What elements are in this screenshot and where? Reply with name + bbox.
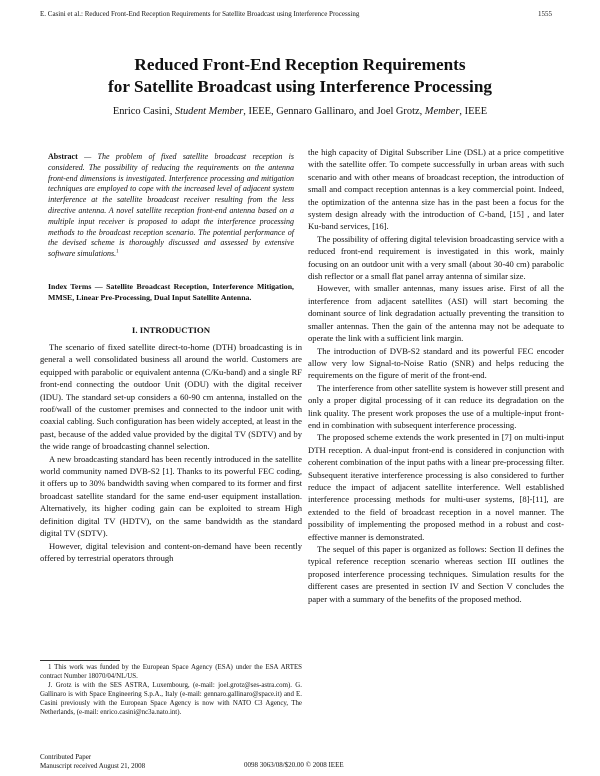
paragraph: The introduction of DVB-S2 standard and its powerful FEC encoder allow very low Signal-to-Noise Ratio (SNR) and helps reducing the requirements on the figure of merit of the front-end. [308,345,564,381]
abstract-text: — The problem of fixed satellite broadcast reception is considered. The possibility of reducing the requirements on the antenna front-end dimensions is investigated. Interference processing and mitigation techniques are employed to cope with the increased level of adjacent system interference at the satellite broadcast receiver resulting from the less directive antenna. A novel satellite reception front-end antenna based on a multiple input receiver is proposed to adapt the interference processing methods to the broadcast reception scenario. The potential performance of the devised scheme is thoroughly discussed and assessed by extensive software simulations. [48,152,294,259]
footer-received: Manuscript received August 21, 2008 [40,762,146,770]
paragraph: However, with smaller antennas, many issues arise. First of all the interference from adjacent satellites (ASI) will start becoming the dominant source of link degradation actually preventing the transition to smaller antennas. Then the gain of the antenna may not be adequate to operate the link with a sufficient link margin. [308,283,564,344]
paragraph: The scenario of fixed satellite direct-to-home (DTH) broadcasting is in general a well consolidated business all around the world. Customers are equipped with parabolic or equivalent antenna (C/Ku-band) and a single RF front-end connecting the outdoor Unit (ODU) with the digital receiver (IDU). The standard set-up considers a 60-90 cm antenna, installed on the roof/wall of the customer premises and connected to the indoor unit with coaxial cabling. Such configuration has been widely accepted, at least in the past, because of the added value provided by the digital TV (SDTV) and by the wide range of broadcasting channel selection. [40,342,302,452]
section-heading-introduction: I. INTRODUCTION [131,325,211,335]
footer-manuscript-info [40,753,145,771]
footer-copyright: 0098 3063/08/$20.00 © 2008 IEEE [244,761,344,769]
abstract-label: Abstract [48,152,78,161]
left-column-body [40,341,302,564]
author-1-name: Enrico Casini, [112,106,175,117]
abstract [48,152,294,260]
paragraph: However, digital television and content-on-demand have been recently offered by terrestrial operators through [40,540,302,563]
footnote-funding: 1 This work was funded by the European Space Agency (ESA) under the ESA ARTES contract Number 18070/04/NL/US. [40,664,302,680]
paragraph: The proposed scheme extends the work presented in [7] on multi-input DTH reception. A dual-input front-end is considered in conjunction with coherent combination of the input paths with a linear pre-processing filter. Subsequent iterative interference processing is also considered to further reduce the impact of adjacent satellite interference. Well established interference processing methods for multi-user systems, [8]-[11], are extended to the field of broadcast reception in a novel manner. The possibility of implementing the proposed method in a robust and cost-effective manner is demonstrated. [308,432,564,542]
author-3-membership: Member [424,106,460,117]
footnote-divider [40,660,120,661]
abstract-footnote-mark: 1 [116,249,119,255]
author-list [40,106,560,117]
footnote-affiliations: J. Grotz is with the SES ASTRA, Luxembourg, (e-mail: joel.grotz@ses-astra.com). G. Gallinaro is with Space Engineering S.p.A., Italy (e-mail: gennaro.gallinaro@space.it) and E. Casini previously with the European Space Agency is now with NATO C3 Agency, The Netherlands, (e-mail: enrico.casini@nc3a.nato.int). [40,682,302,716]
author-2-3-names: , IEEE, Gennaro Gallinaro, and Joel Grotz, [243,106,425,117]
paragraph: The sequel of this paper is organized as follows: Section II defines the typical reference reception scenario whereas section III outlines the proposed interference processing techniques. Simulation results for the different cases are presented in section IV and Section V concludes the paper with a summary of the benefits of the proposed method. [308,544,564,604]
index-terms: Index Terms — Satellite Broadcast Reception, Interference Mitigation, MMSE, Linear Pre-Processing, Dual Input Satellite Antenna. [48,282,294,302]
paragraph: The interference from other satellite system is however still present and only a proper digital processing of it can reduce its degradation on the link quality. The present work proposes the use of a multiple-input front-end in combination with subsequent interference processing. [308,382,564,430]
paragraph: The possibility of offering digital television broadcasting service with a reduced front-end requirement is investigated in this work, mainly focusing on an outdoor unit with a very small (about 30-40 cm) parabolic dish reflector or a small flat panel array antenna of similar size. [308,233,564,282]
paragraph: A new broadcasting standard has been recently introduced in the satellite world community named DVB-S2 [1]. Thanks to its powerful FEC coding, it offers up to 30% bandwidth saving when compared to its former and first broadcast satellite standard for the same end-user equipment installation. Alternatively, its higher coding gain can be exploited to stream High definition digital TV (HDTV), on the same bandwidth as the standard digital TV (SDTV). [40,453,302,539]
author-1-membership: Student Member [174,106,244,117]
footnotes [40,663,302,717]
footer-contributed: Contributed Paper [40,753,92,761]
running-title: E. Casini et al.: Reduced Front-End Reception Requirements for Satellite Broadcast using Interference Processing [40,10,360,18]
right-column-body [308,146,564,605]
author-3-society: , IEEE [459,106,488,117]
paper-title-line-1: Reduced Front-End Reception Requirements [134,55,466,74]
paragraph-continuation: the high capacity of Digital Subscriber Line (DSL) at a price competitive with the satellite offer. To compete successfully in urban areas with such scenario and with other means of broadcast reception, the introduction of small and compact reception antennas is a key commercial point. Indeed, the optimization of the antenna size has in the past been a focus for the system design already with the introduction of C-band, [15] , and later Ku-band services, [16]. [308,147,564,232]
paper-title-line-2: for Satellite Broadcast using Interference Processing [108,77,492,96]
page-number: 1555 [538,10,552,18]
